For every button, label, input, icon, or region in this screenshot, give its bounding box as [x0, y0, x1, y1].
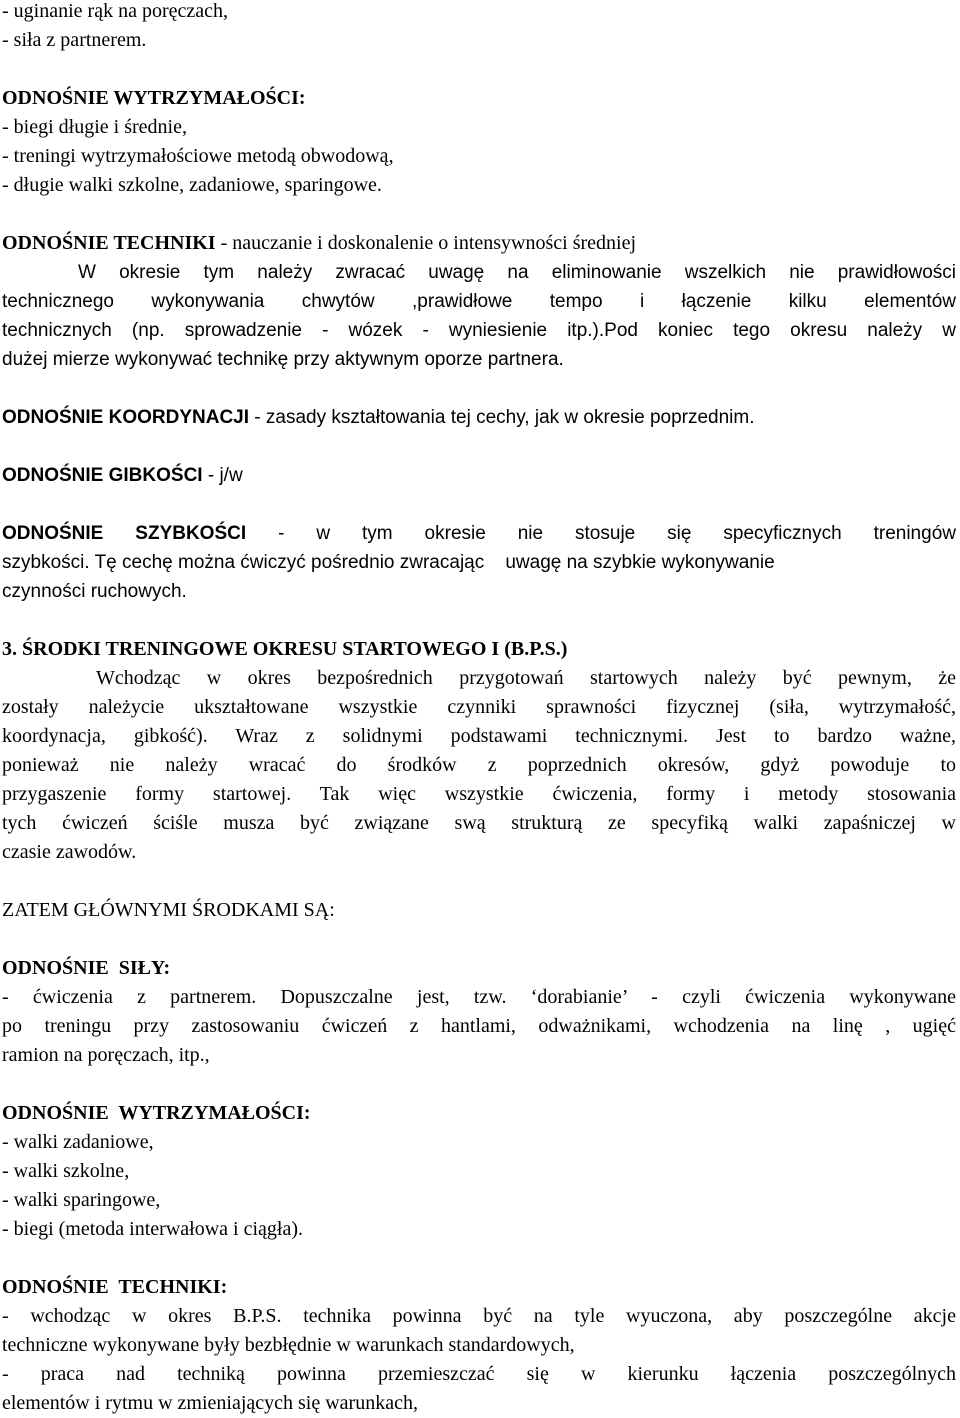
text-line: dużej mierze wykonywać technikę przy aktywnym oporze partnera.: [2, 349, 564, 370]
text-line: - siła z partnerem.: [2, 29, 147, 51]
section-heading: ODNOŚNIE SZYBKOŚCI: [2, 523, 247, 544]
section-heading: ODNOŚNIE KOORDYNACJI: [2, 407, 250, 428]
section-heading: ODNOŚNIE GIBKOŚCI: [2, 465, 203, 486]
text-line: - uginanie rąk na poręczach,: [2, 0, 228, 22]
text-line: tych ćwiczeń ściśle musza być związane swą strukturą ze specyfiką walki zapaśniczej w: [2, 812, 956, 834]
section-heading: ODNOŚNIE WYTRZYMAŁOŚCI:: [2, 1102, 311, 1124]
text-line: - wchodząc w okres B.P.S. technika powinna być na tyle wyuczona, aby poszczególne akcje: [2, 1305, 956, 1327]
text-line: - treningi wytrzymałościowe metodą obwodową,: [2, 145, 394, 167]
heading-line: [2, 461, 956, 490]
text-line: technicznych (np. sprowadzenie - wózek - wyniesienie itp.).Pod koniec tego okresu należy w: [2, 320, 956, 341]
text-line: zostały należycie ukształtowane wszystkie czynniki sprawności fizycznej (siła, wytrzymałość,: [2, 696, 956, 718]
heading-description: - j/w: [202, 465, 243, 486]
text-line: - walki sparingowe,: [2, 1189, 161, 1211]
text-line: technicznego wykonywania chwytów ,prawidłowe tempo i łączenie kilku elementów: [2, 291, 956, 312]
heading-description: - w tym okresie nie stosuje się specyficznych treningów: [246, 523, 956, 544]
section-heading: ODNOŚNIE WYTRZYMAŁOŚCI:: [2, 87, 306, 109]
text-line: czasie zawodów.: [2, 841, 137, 863]
text-line: W okresie tym należy zwracać uwagę na eliminowanie wszelkich nie prawidłowości: [78, 262, 956, 283]
text-line: przygaszenie formy startowej. Tak więc wszystkie ćwiczenia, formy i metody stosowania: [2, 783, 956, 805]
text-line: - biegi długie i średnie,: [2, 116, 187, 138]
heading-line: [2, 229, 956, 258]
section-heading: ODNOŚNIE SIŁY:: [2, 957, 171, 979]
text-line: - długie walki szkolne, zadaniowe, sparingowe.: [2, 174, 382, 196]
text-line: Wchodząc w okres bezpośrednich przygotowań startowych należy być pewnym, że: [96, 667, 956, 689]
section-heading: ODNOŚNIE TECHNIKI:: [2, 1276, 228, 1298]
text-line: ramion na poręczach, itp.,: [2, 1044, 210, 1066]
text-line: koordynacja, gibkość). Wraz z solidnymi podstawami technicznymi. Jest to bardzo ważne,: [2, 725, 956, 747]
section-heading: ODNOŚNIE TECHNIKI: [2, 232, 216, 254]
text-line: - walki szkolne,: [2, 1160, 130, 1182]
heading-line: [2, 403, 956, 432]
heading-line: [2, 519, 956, 548]
text-line: po treningu przy zastosowaniu ćwiczeń z hantlami, odważnikami, wchodzenia na linę , ugięć: [2, 1015, 956, 1037]
text-line: elementów i rytmu w zmieniających się warunkach,: [2, 1392, 418, 1414]
chapter-heading: 3. ŚRODKI TRENINGOWE OKRESU STARTOWEGO I (B.P.S.): [2, 638, 568, 660]
text-line: - ćwiczenia z partnerem. Dopuszczalne jest, tzw. ‘dorabianie’ - czyli ćwiczenia wykonywane: [2, 986, 956, 1008]
text-line: szybkości. Tę cechę można ćwiczyć pośrednio zwracając uwagę na szybkie wykonywanie: [2, 552, 775, 573]
text-line: - biegi (metoda interwałowa i ciągła).: [2, 1218, 303, 1240]
text-line: techniczne wykonywane były bezbłędnie w warunkach standardowych,: [2, 1334, 575, 1356]
heading-description: - zasady kształtowania tej cechy, jak w okresie poprzednim.: [249, 407, 755, 428]
text-line: czynności ruchowych.: [2, 581, 187, 602]
subheading: ZATEM GŁÓWNYMI ŚRODKAMI SĄ:: [2, 899, 335, 921]
heading-description: - nauczanie i doskonalenie o intensywności średniej: [215, 232, 637, 254]
text-line: - praca nad techniką powinna przemieszczać się w kierunku łączenia poszczególnych: [2, 1363, 956, 1385]
text-line: - walki zadaniowe,: [2, 1131, 154, 1153]
text-line: ponieważ nie należy wracać do środków z poprzednich okresów, gdyż powoduje to: [2, 754, 956, 776]
